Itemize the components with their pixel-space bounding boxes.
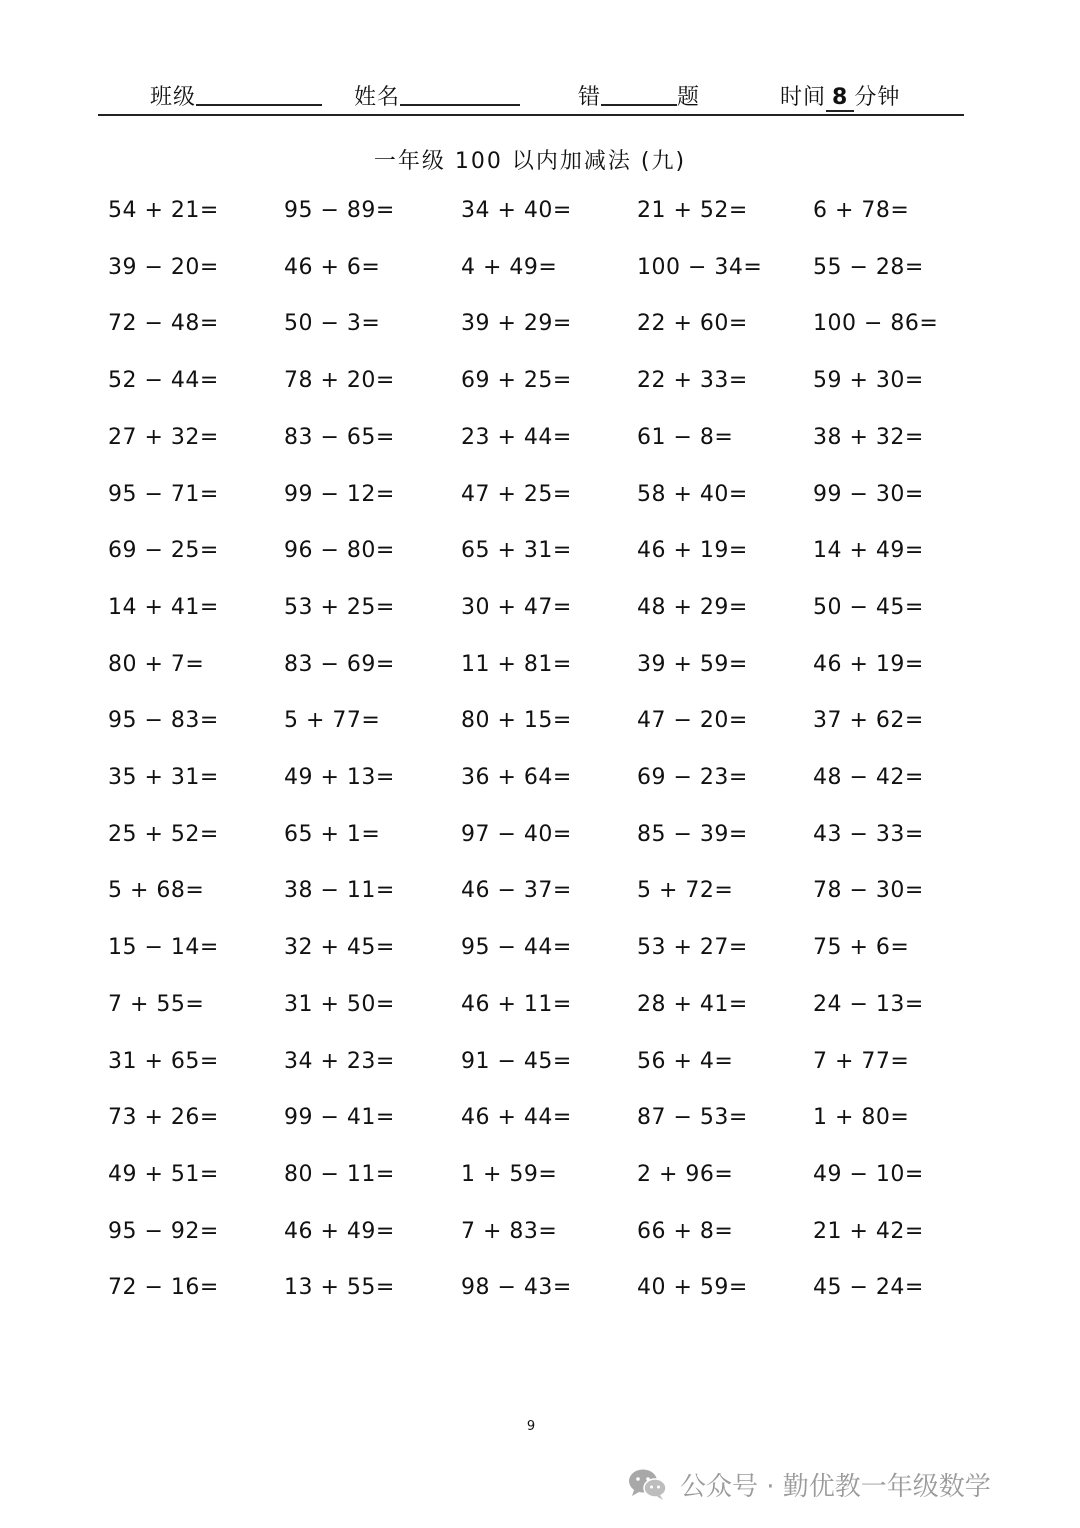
problem-item: 58 + 40= — [637, 481, 748, 507]
problem-item: 56 + 4= — [637, 1048, 734, 1074]
class-field — [150, 80, 322, 111]
problem-item: 87 − 53= — [637, 1105, 748, 1131]
problem-item: 78 + 20= — [284, 368, 395, 394]
problem-item: 45 − 24= — [813, 1275, 924, 1301]
problem-item: 32 + 45= — [284, 935, 395, 961]
problem-item: 5 + 72= — [637, 878, 734, 904]
problem-item: 72 − 48= — [108, 311, 219, 337]
problem-item: 59 + 30= — [813, 368, 924, 394]
problem-item: 95 − 71= — [108, 481, 219, 507]
problem-item: 73 + 26= — [108, 1105, 219, 1131]
problem-item: 14 + 49= — [813, 538, 924, 564]
problem-item: 54 + 21= — [108, 198, 219, 223]
problem-item: 55 − 28= — [813, 254, 924, 280]
problem-item: 35 + 31= — [108, 765, 219, 790]
problem-item: 39 − 20= — [108, 254, 219, 280]
problem-item: 53 + 25= — [284, 594, 395, 620]
problem-item: 91 − 45= — [461, 1048, 572, 1074]
problem-item: 4 + 49= — [461, 254, 558, 280]
problem-item: 69 − 23= — [637, 765, 748, 790]
problem-item: 96 − 80= — [284, 538, 395, 564]
problem-item: 99 − 30= — [813, 481, 924, 507]
problem-item: 46 + 44= — [461, 1105, 572, 1131]
problem-item: 1 + 59= — [461, 1161, 558, 1187]
problem-item: 21 + 42= — [813, 1218, 924, 1244]
problem-item: 1 + 80= — [813, 1105, 910, 1131]
problem-item: 46 + 6= — [284, 254, 381, 280]
watermark-text: 公众号 · 勤优教一年级数学 — [680, 1471, 991, 1502]
problem-item: 99 − 12= — [284, 481, 395, 507]
problem-item: 99 − 41= — [284, 1105, 395, 1131]
problem-item: 25 + 52= — [108, 821, 219, 847]
problem-item: 39 + 59= — [637, 651, 748, 677]
problem-item: 95 − 92= — [108, 1218, 219, 1244]
problem-item: 95 − 83= — [108, 708, 219, 734]
problem-item: 80 − 11= — [284, 1161, 395, 1187]
time-field — [780, 80, 900, 112]
problem-item: 27 + 32= — [108, 424, 219, 450]
errors-field — [578, 80, 700, 111]
problem-item: 5 + 77= — [284, 708, 381, 734]
problem-item: 40 + 59= — [637, 1275, 748, 1301]
problem-item: 49 + 13= — [284, 765, 395, 790]
problem-item: 83 − 65= — [284, 424, 395, 450]
problem-item: 36 + 64= — [461, 765, 572, 790]
problem-item: 2 + 96= — [637, 1161, 734, 1187]
problem-item: 46 + 19= — [813, 651, 924, 677]
problem-item: 11 + 81= — [461, 651, 572, 677]
problem-item: 53 + 27= — [637, 935, 748, 961]
problem-item: 85 − 39= — [637, 821, 748, 847]
problem-item: 61 − 8= — [637, 424, 734, 450]
problem-item: 34 + 40= — [461, 198, 572, 223]
errors-blank — [601, 82, 677, 106]
problem-item: 38 + 32= — [813, 424, 924, 450]
time-unit: 分钟 — [854, 85, 901, 110]
problem-item: 83 − 69= — [284, 651, 395, 677]
problem-item: 23 + 44= — [461, 424, 572, 450]
problem-item: 80 + 7= — [108, 651, 205, 677]
problem-item: 78 − 30= — [813, 878, 924, 904]
problem-item: 7 + 55= — [108, 991, 205, 1017]
problem-item: 21 + 52= — [637, 198, 748, 223]
problem-item: 95 − 44= — [461, 935, 572, 961]
problem-item: 95 − 89= — [284, 198, 395, 223]
time-label: 时间 — [780, 85, 827, 110]
errors-suffix: 题 — [677, 85, 701, 110]
problem-item: 7 + 77= — [813, 1048, 910, 1074]
problem-item: 43 − 33= — [813, 821, 924, 847]
watermark — [626, 1464, 991, 1504]
problem-item: 48 + 29= — [637, 594, 748, 620]
problem-item: 50 − 45= — [813, 594, 924, 620]
worksheet-header — [98, 76, 964, 116]
name-field — [354, 80, 520, 111]
problem-item: 14 + 41= — [108, 594, 219, 620]
name-label: 姓名 — [354, 85, 401, 110]
problem-item: 31 + 50= — [284, 991, 395, 1017]
problem-item: 100 − 86= — [813, 311, 939, 337]
problem-item: 13 + 55= — [284, 1275, 395, 1301]
time-value: 8 — [826, 85, 854, 112]
problem-item: 46 − 37= — [461, 878, 572, 904]
problem-item: 22 + 33= — [637, 368, 748, 394]
problem-item: 47 − 20= — [637, 708, 748, 734]
problem-item: 49 − 10= — [813, 1161, 924, 1187]
problem-item: 66 + 8= — [637, 1218, 734, 1244]
worksheet-title: 一年级 100 以内加减法 (九) — [373, 149, 687, 174]
errors-label: 错 — [578, 85, 602, 110]
problem-item: 34 + 23= — [284, 1048, 395, 1074]
problem-item: 39 + 29= — [461, 311, 572, 337]
problem-item: 97 − 40= — [461, 821, 572, 847]
problem-item: 37 + 62= — [813, 708, 924, 734]
problem-item: 28 + 41= — [637, 991, 748, 1017]
problem-item: 7 + 83= — [461, 1218, 558, 1244]
name-blank — [400, 82, 520, 106]
class-label: 班级 — [150, 85, 197, 110]
page-number: 9 — [526, 1419, 536, 1434]
problem-item: 52 − 44= — [108, 368, 219, 394]
problem-item: 38 − 11= — [284, 878, 395, 904]
problem-item: 31 + 65= — [108, 1048, 219, 1074]
problem-item: 49 + 51= — [108, 1161, 219, 1187]
problem-item: 5 + 68= — [108, 878, 205, 904]
problem-item: 47 + 25= — [461, 481, 572, 507]
problem-item: 72 − 16= — [108, 1275, 219, 1301]
class-blank — [196, 82, 322, 106]
problem-item: 46 + 49= — [284, 1218, 395, 1244]
problem-item: 46 + 19= — [637, 538, 748, 564]
problem-item: 69 + 25= — [461, 368, 572, 394]
problem-item: 6 + 78= — [813, 198, 910, 223]
wechat-icon — [626, 1466, 670, 1502]
problem-item: 100 − 34= — [637, 254, 763, 280]
problem-item: 48 − 42= — [813, 765, 924, 790]
problem-item: 15 − 14= — [108, 935, 219, 961]
problem-item: 46 + 11= — [461, 991, 572, 1017]
problem-item: 65 + 1= — [284, 821, 381, 847]
problem-item: 30 + 47= — [461, 594, 572, 620]
problem-item: 80 + 15= — [461, 708, 572, 734]
problem-item: 22 + 60= — [637, 311, 748, 337]
problem-item: 24 − 13= — [813, 991, 924, 1017]
problem-item: 65 + 31= — [461, 538, 572, 564]
problem-item: 98 − 43= — [461, 1275, 572, 1301]
problem-item: 69 − 25= — [108, 538, 219, 564]
problem-item: 75 + 6= — [813, 935, 910, 961]
problem-item: 50 − 3= — [284, 311, 381, 337]
